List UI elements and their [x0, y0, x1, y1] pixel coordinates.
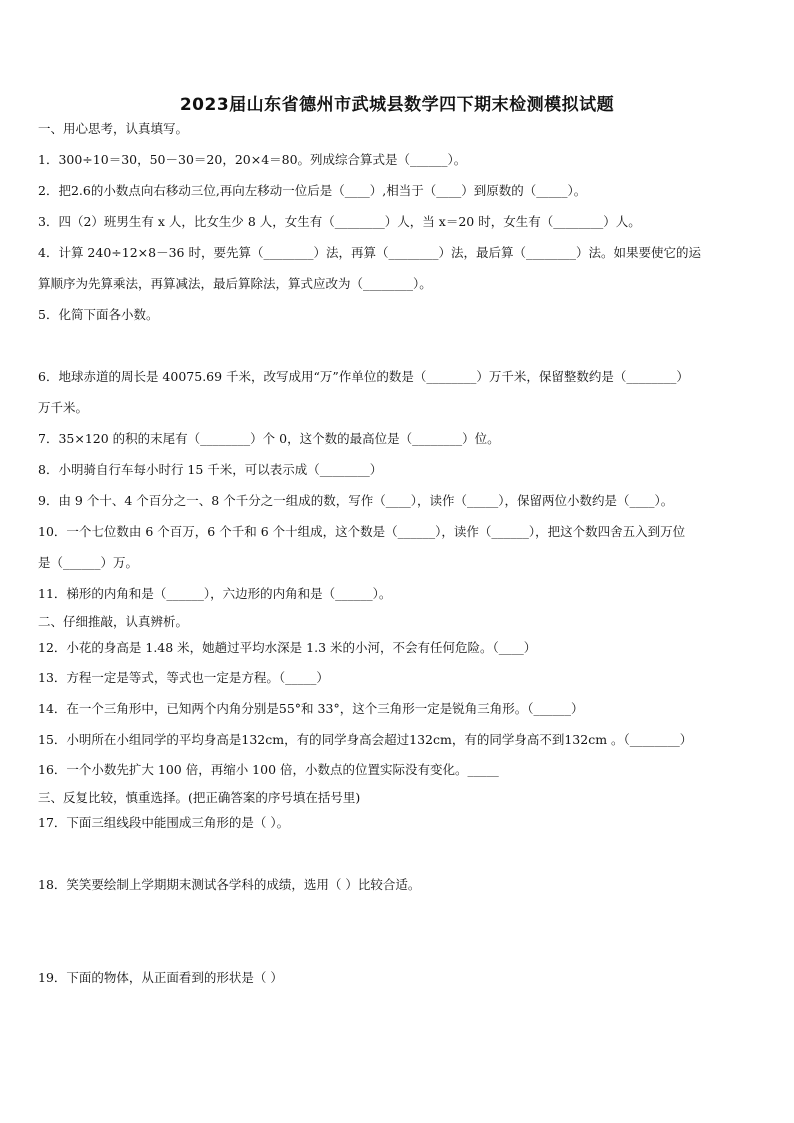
question-5: 5．化简下面各小数。 — [38, 307, 159, 322]
question-14: 14．在一个三角形中，已知两个内角分别是55°和 33°，这个三角形一定是锐角三角形。（______） — [38, 701, 584, 716]
question-6-line-1: 6．地球赤道的周长是 40075.69 千米，改写成用“万”作单位的数是（________）万千米，保留整数约是（________） — [38, 369, 689, 384]
question-7: 7．35×120 的积的末尾有（________）个 0，这个数的最高位是（________）位。 — [38, 431, 500, 446]
question-16: 16．一个小数先扩大 100 倍，再缩小 100 倍，小数点的位置实际没有变化。_____ — [38, 762, 499, 777]
question-10-line-1: 10．一个七位数由 6 个百万，6 个千和 6 个十组成，这个数是（______），读作（______），把这个数四舍五入到万位 — [38, 524, 686, 539]
question-8: 8．小明骑自行车每小时行 15 千米，可以表示成（________） — [38, 462, 383, 477]
question-10-line-2: 是（______）万。 — [38, 555, 139, 570]
question-1: 1．300÷10＝30，50－30＝20，20×4＝80。列成综合算式是（______）。 — [38, 152, 467, 167]
question-15: 15．小明所在小组同学的平均身高是132cm，有的同学身高会超过132cm，有的同学身高不到132cm 。（________） — [38, 732, 693, 747]
question-12: 12．小花的身高是 1.48 米，她趟过平均水深是 1.3 米的小河，不会有任何危险。（____） — [38, 640, 537, 655]
question-19: 19．下面的物体，从正面看到的形状是（ ） — [38, 970, 283, 985]
question-4-line-1: 4．计算 240÷12×8－36 时，要先算（________）法，再算（________）法，最后算（________）法。如果要使它的运 — [38, 245, 701, 260]
question-11: 11．梯形的内角和是（______），六边形的内角和是（______）。 — [38, 586, 392, 601]
question-13: 13．方程一定是等式，等式也一定是方程。（_____） — [38, 670, 329, 685]
section-heading-2: 二、仔细推敲，认真辨析。 — [38, 614, 189, 629]
question-2: 2．把2.6的小数点向右移动三位,再向左移动一位后是（____）,相当于（____）到原数的（_____）。 — [38, 183, 587, 198]
page-title: 2023届山东省德州市武城县数学四下期末检测模拟试题 — [179, 95, 615, 115]
question-3: 3．四（2）班男生有 x 人，比女生少 8 人，女生有（________）人，当 x＝20 时，女生有（________）人。 — [38, 214, 641, 229]
question-4-line-2: 算顺序为先算乘法，再算减法，最后算除法，算式应改为（________）。 — [38, 276, 432, 291]
question-17: 17．下面三组线段中能围成三角形的是（ ）。 — [38, 815, 290, 830]
question-6-line-2: 万千米。 — [38, 400, 89, 415]
question-18: 18．笑笑要绘制上学期期末测试各学科的成绩，选用（ ）比较合适。 — [38, 877, 421, 892]
section-heading-1: 一、用心思考，认真填写。 — [38, 121, 189, 136]
question-9: 9．由 9 个十、4 个百分之一、8 个千分之一组成的数，写作（____），读作（_____），保留两位小数约是（____）。 — [38, 493, 674, 508]
section-heading-3: 三、反复比较，慎重选择。(把正确答案的序号填在括号里) — [38, 790, 361, 805]
